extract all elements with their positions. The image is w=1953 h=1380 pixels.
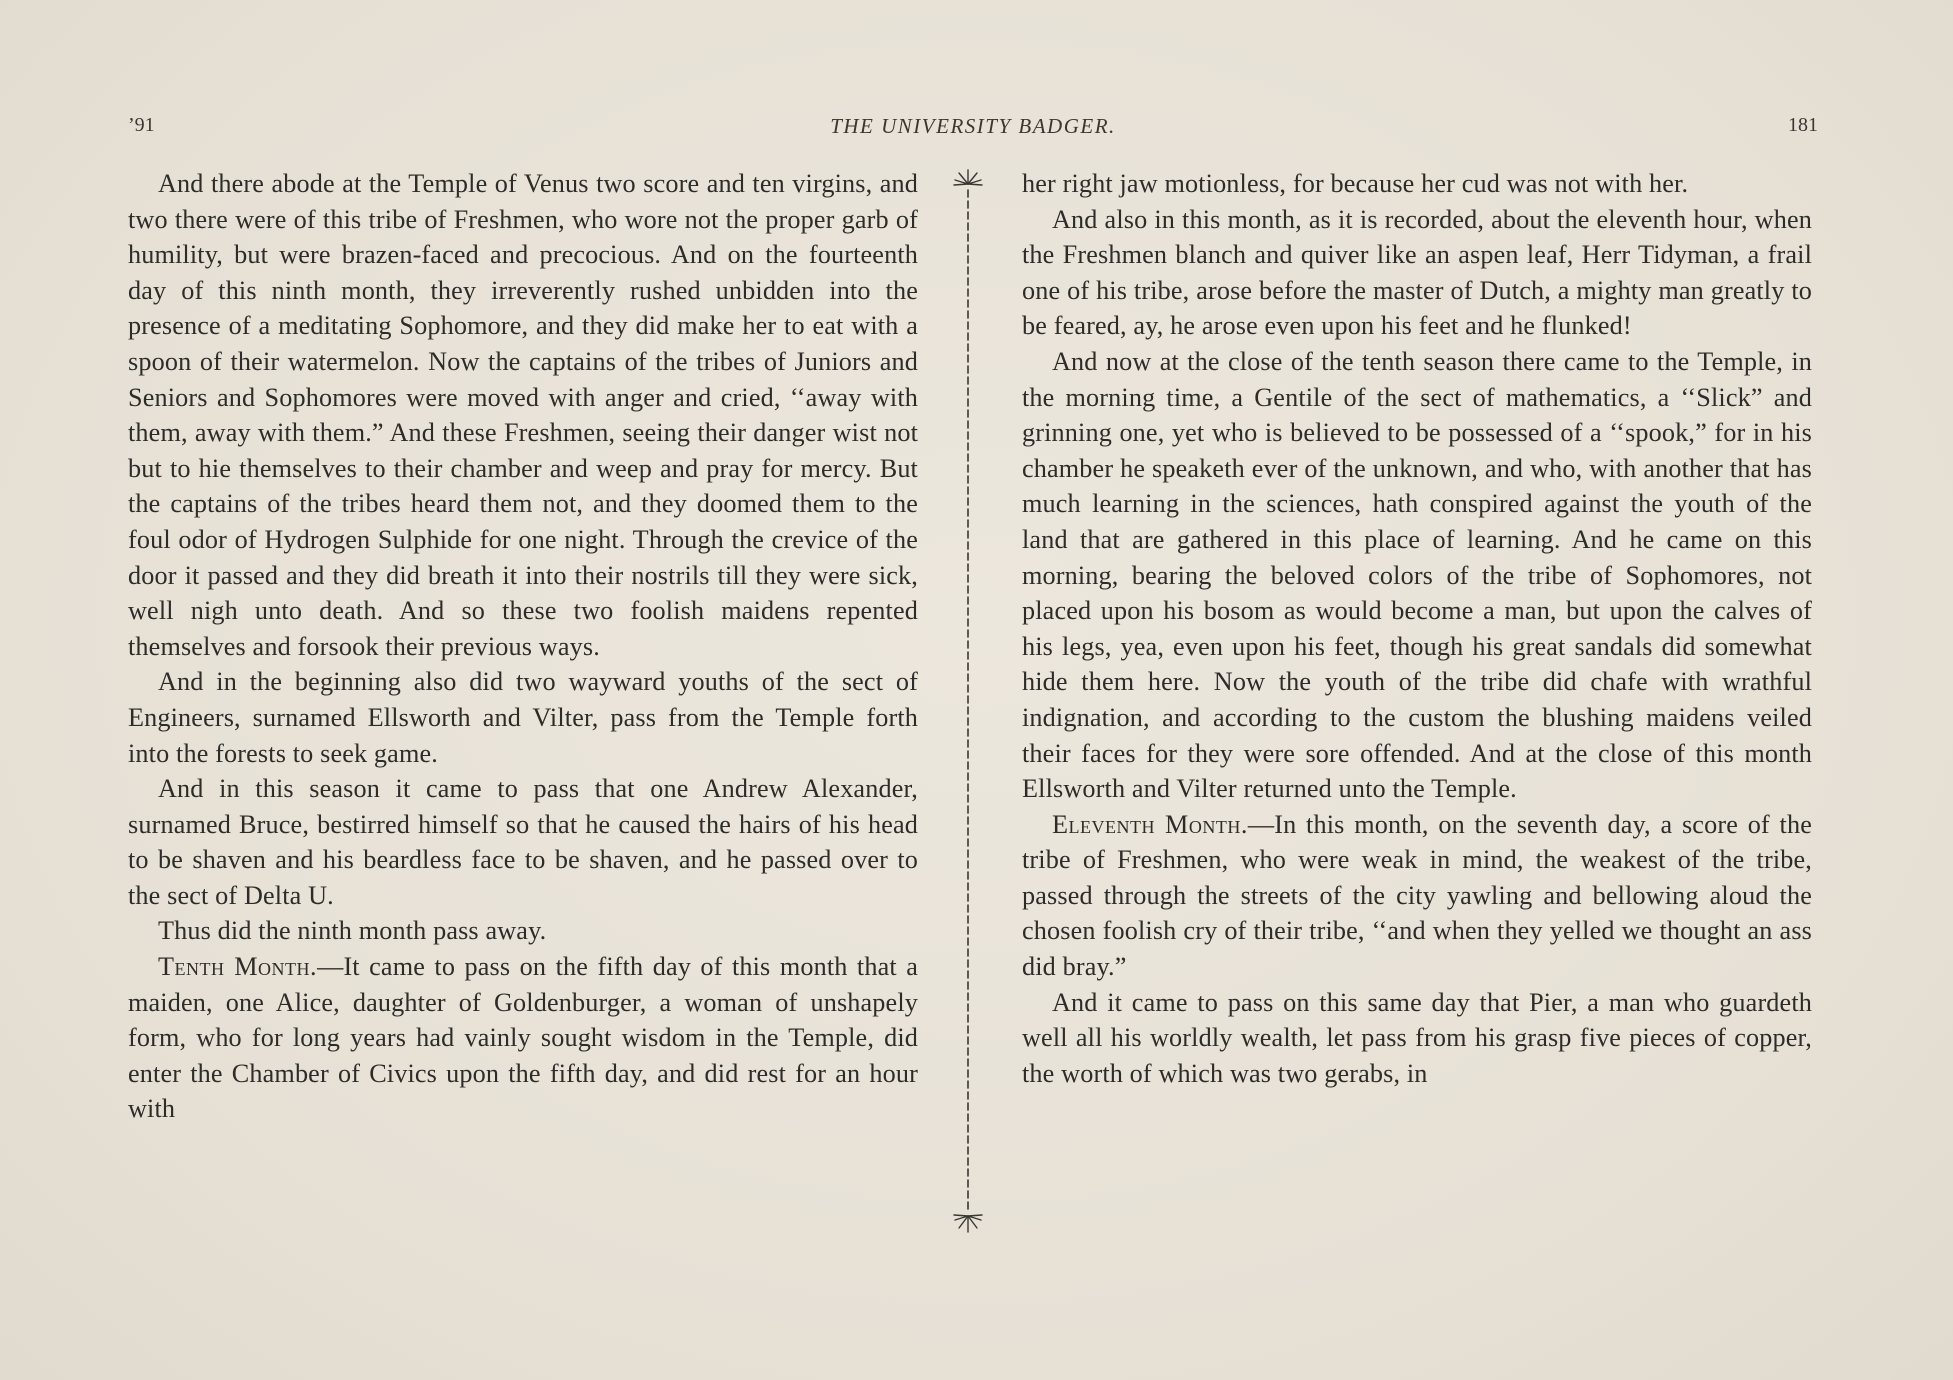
paragraph: And also in this month, as it is recorded, about the eleventh hour, when the Freshmen blanch and quiver like an aspen leaf, Herr Tidyman, a frail one of his tribe, arose before the master of Dutch, a mighty man greatly to be feared, ay, he arose even upon his feet and he flunked! [1022,204,1812,341]
ornamental-rule-icon [950,166,986,1236]
em-dash: — [317,952,344,982]
right-column [1022,166,1812,1091]
section-paragraph [1022,807,1812,985]
section-heading: Eleventh Month. [1052,809,1248,839]
section-text: In this month, on the seventh day, a score of the tribe of Freshmen, who were weak in mind, the weakest of the tribe, passed through the streets of the city yawling and bellowing aloud the chosen foolish cry of their tribe, ‘‘and when they yelled we thought an ass did bray.” [1022,809,1812,982]
section-paragraph [128,949,918,1127]
running-head [128,114,1818,144]
page-number: 181 [1788,114,1818,136]
paragraph: Thus did the ninth month pass away. [158,916,547,946]
publication-title: THE UNIVERSITY BADGER. [830,114,1116,138]
em-dash: — [1247,809,1275,839]
year-mark: ’91 [128,114,155,136]
section-text: It came to pass on the fifth day of this month that a maiden, one Alice, daughter of Goldenburger, a woman of unshapely form, who for long years had vainly sought wisdom in the Temple, did enter the Chamber of Civics upon the fifth day, and did rest for an hour with [128,952,918,1124]
paragraph: And in this season it came to pass that one Andrew Alexander, surnamed Bruce, bestirred himself so that he caused the hairs of his head to be shaven and his beardless face to be shaven, and he passed over to the sect of Delta U. [128,774,918,910]
paragraph: And now at the close of the tenth season there came to the Temple, in the morning time, a Gentile of the sect of mathematics, a ‘‘Slick” and grinning one, yet who is believed to be possessed of a ‘‘spook,” for in his chamber he speaketh ever of the unknown, and who, with another that has much learning in the sciences, hath conspired against the youth of the land that are gathered in this place of learning. And he came on this morning, bearing the beloved colors of the tribe of Sophomores, not placed upon his bosom as would become a man, but upon the calves of his legs, yea, even upon his feet, though his great sandals did somewhat hide them here. Now the youth of the tribe did chafe with wrathful indignation, and according to the custom the blushing maidens veiled their faces for they were sore offended. And at the close of this month Ellsworth and Vilter returned unto the Temple. [1022,346,1812,804]
paragraph: And it came to pass on this same day that Pier, a man who guardeth well all his worldly wealth, let pass from his grasp five pieces of copper, the worth of which was two gerabs, in [1022,987,1812,1088]
left-column [128,166,918,1127]
paragraph: And there abode at the Temple of Venus two score and ten virgins, and two there were of this tribe of Freshmen, who wore not the proper garb of humility, but were brazen-faced and precocious. And on the fourteenth day of this ninth month, they irreverently rushed unbidden into the presence of a meditating Sophomore, and they did make her to eat with a spoon of their watermelon. Now the captains of the tribes of Juniors and Seniors and Sophomores were moved with anger and cried, ‘‘away with them, away with them.” And these Freshmen, seeing their danger wist not but to hie themselves to their chamber and weep and pray for mercy. But the captains of the tribes heard them not, and they doomed them to the foul odor of Hydrogen Sulphide for one night. Through the crevice of the door it passed and they did breath it into their nostrils till they were sick, well nigh unto death. And so these two foolish maidens repented themselves and forsook their previous ways. [128,169,918,661]
section-heading: Tenth Month. [158,952,318,982]
paragraph: her right jaw motionless, for because her cud was not with her. [1022,169,1689,198]
paragraph: And in the beginning also did two wayward youths of the sect of Engineers, surnamed Ellsworth and Vilter, pass from the Temple forth into the forests to seek game. [128,667,918,768]
